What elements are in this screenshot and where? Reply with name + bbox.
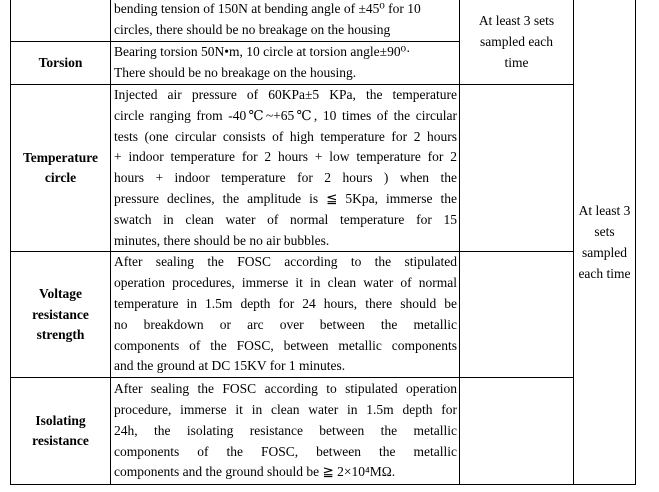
table-row-bending [11,0,636,42]
requirement-line: circles, there should be no breakage on the housing [114,22,391,37]
requirement-line: procedure, immerse it in clean water in 1.5m depth for [114,401,457,417]
sampling-line: time [504,55,529,70]
sampling-cell-1 [460,0,574,85]
requirement-line: and the ground at DC 15KV for 1 minutes. [114,358,346,374]
sampling-line: sampled each [479,34,554,49]
test-name-voltage [11,252,111,378]
requirement-voltage [111,252,460,378]
sampling-line: At least 3 [578,202,631,218]
test-name-line: circle [44,170,77,186]
test-name-line: Voltage [39,286,82,302]
requirement-line: minutes, there should be no air bubbles. [114,232,330,248]
requirement-line: After sealing the FOSC according to stipulated operation [114,381,457,397]
requirement-isolating [111,378,460,485]
requirement-line: Bearing torsion 50N•m, 10 circle at torsion angle±90⁰· [114,44,411,60]
test-name-temperature [11,85,111,252]
test-name-bending [11,0,111,42]
sampling-line: each time [578,265,631,281]
sampling-cell-empty [460,378,574,485]
requirement-line: pressure declines, the amplitude is ≦ 5Kpa, immerse the [114,190,457,206]
sampling-line: At least 3 sets [478,13,555,28]
requirement-line: tests (one circular consists of high temperature for 2 hours [114,128,457,144]
test-name-line: Isolating [35,412,86,428]
table-row-isolating [11,378,636,485]
sampling-cell-empty [460,252,574,378]
requirement-line: components of the FOSC, between metallic components [114,337,457,353]
sampling-line: sets [594,223,615,239]
requirement-line: bending tension of 150N at bending angle of ±45⁰ for 10 [114,1,421,17]
requirement-line: components of the FOSC, between the metallic [114,443,457,459]
requirement-line: There should be no breakage on the housing. [114,65,357,80]
test-name-torsion: Torsion [11,42,111,85]
test-name-line: resistance [32,433,89,449]
requirement-line: After sealing the FOSC according to the stipulated [114,254,457,270]
sampling-cell-empty [460,85,574,252]
requirement-torsion [111,42,460,85]
table-row-temperature [11,85,636,252]
requirement-bending [111,0,460,42]
requirement-line: circle ranging from -40℃~+65℃, 10 times of the circular [114,107,457,123]
sampling-cell-2 [574,0,636,485]
requirement-line: + indoor temperature for 2 hours + low temperature for 2 [114,149,457,165]
requirement-line: operation procedures, immerse it in clean water of normal [114,275,457,291]
test-spec-table [10,0,636,485]
requirement-temperature [111,85,460,252]
requirement-line: swatch in clean water of normal temperature for 15 [114,211,457,227]
test-name-isolating [11,378,111,485]
requirement-line: Injected air pressure of 60KPa±5 KPa, the temperature [114,87,457,102]
test-name-line: strength [36,327,85,343]
sampling-line: sampled [582,244,627,260]
requirement-line: hours + indoor temperature for 2 hours ) when the [114,170,457,186]
requirement-line: no breakdown or arc over between the metallic [114,316,457,332]
table-row-voltage [11,252,636,378]
test-name-line: resistance [32,306,89,322]
requirement-line: temperature in 1.5m depth for 24 hours, there should be [114,295,457,311]
test-name-line: Temperature [23,149,98,165]
requirement-line: components and the ground should be ≧ 2×10⁴MΩ. [114,464,396,480]
requirement-line: 24h, the isolating resistance between the metallic [114,422,457,438]
